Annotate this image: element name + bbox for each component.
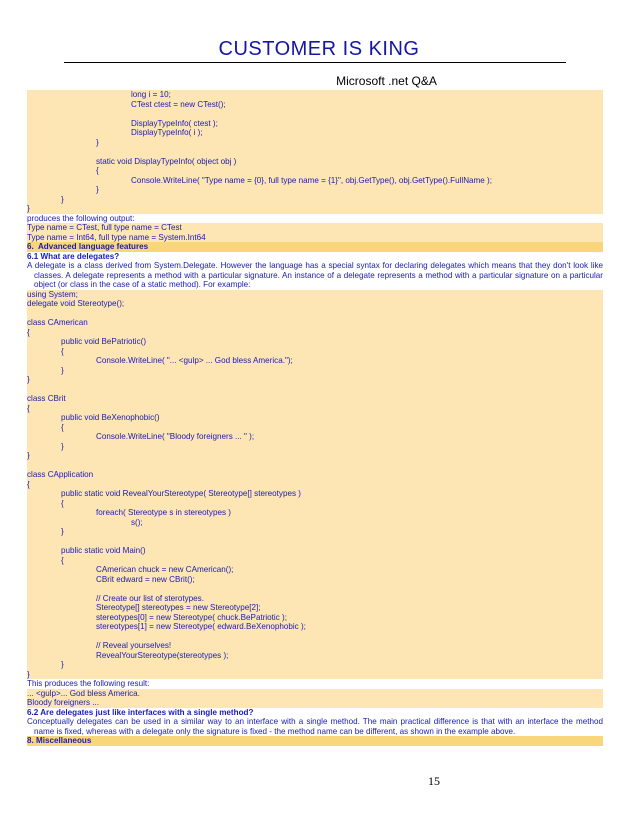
output-line: Type name = Int64, full type name = System.Int64 (27, 233, 603, 243)
page-number: 15 (428, 774, 440, 788)
code-line: DisplayTypeInfo( ctest ); (27, 119, 603, 129)
code-line: public static void Main() (27, 546, 603, 556)
code-line: long i = 10; (27, 90, 603, 100)
subsection-heading: 6.1 What are delegates? (27, 252, 603, 262)
code-line: Stereotype[] stereotypes = new Stereotype[2]; (27, 603, 603, 613)
code-line: class CApplication (27, 470, 603, 480)
code-line: CTest ctest = new CTest(); (27, 100, 603, 110)
blank-line (27, 537, 603, 547)
text-line: produces the following output: (27, 213, 135, 223)
output-line: Bloody foreigners ... (27, 698, 603, 708)
blank-line (27, 309, 603, 319)
code-line: { (27, 480, 603, 490)
title-divider (64, 62, 566, 63)
code-line: using System; (27, 290, 603, 300)
code-line: // Create our list of sterotypes. (27, 594, 603, 604)
code-line: // Reveal yourselves! (27, 641, 603, 651)
code-line: { (27, 347, 603, 357)
code-line: } (27, 138, 603, 148)
code-line: static void DisplayTypeInfo( object obj ) (27, 157, 603, 167)
code-line: } (27, 451, 603, 461)
text-line: This produces the following result: (27, 679, 150, 689)
blank-line (27, 461, 603, 471)
code-line: } (27, 195, 603, 205)
output-line: ... <gulp>... God bless America. (27, 689, 603, 699)
blank-line (27, 109, 603, 119)
code-line: } (27, 527, 603, 537)
code-line: s(); (27, 518, 603, 528)
code-line: } (27, 185, 603, 195)
code-line: { (27, 499, 603, 509)
document-body (27, 90, 603, 746)
code-line: DisplayTypeInfo( i ); (27, 128, 603, 138)
page-title: CUSTOMER IS KING (218, 38, 420, 60)
output-line: Type name = CTest, full type name = CTest (27, 223, 603, 233)
code-line: delegate void Stereotype(); (27, 299, 603, 309)
code-line: Console.WriteLine( "Type name = {0}, full type name = {1}", obj.GetType(), obj.GetType().FullName ); (27, 176, 603, 186)
blank-line (27, 632, 603, 642)
blank-line (27, 584, 603, 594)
page-subtitle: Microsoft .net Q&A (336, 74, 437, 88)
section-heading: 6. Advanced language features (27, 242, 603, 252)
code-line: RevealYourStereotype(stereotypes ); (27, 651, 603, 661)
code-line: stereotypes[0] = new Stereotype( chuck.BePatriotic ); (27, 613, 603, 623)
code-line: stereotypes[1] = new Stereotype( edward.BeXenophobic ); (27, 622, 603, 632)
code-line: { (27, 328, 603, 338)
code-line: CAmerican chuck = new CAmerican(); (27, 565, 603, 575)
code-line: } (27, 204, 603, 214)
code-line: { (27, 423, 603, 433)
code-line: } (27, 442, 603, 452)
code-line: foreach( Stereotype s in stereotypes ) (27, 508, 603, 518)
code-line: public void BeXenophobic() (27, 413, 603, 423)
code-line: class CBrit (27, 394, 603, 404)
code-line: } (27, 366, 603, 376)
subsection-heading: 6.2 Are delegates just like interfaces with a single method? (27, 708, 603, 718)
code-line: } (27, 670, 603, 680)
code-line: CBrit edward = new CBrit(); (27, 575, 603, 585)
code-line: } (27, 375, 603, 385)
code-line: public void BePatriotic() (27, 337, 603, 347)
blank-line (27, 385, 603, 395)
code-line: { (27, 166, 603, 176)
paragraph: Conceptually delegates can be used in a similar way to an interface with a single method. The main practical difference is that with an interface the method name is fixed, whereas with a delegate only the signature is fixed - the method name can be different, as shown in the example above. (27, 717, 603, 736)
code-line: class CAmerican (27, 318, 603, 328)
code-line: Console.WriteLine( "Bloody foreigners ... " ); (27, 432, 603, 442)
code-line: { (27, 404, 603, 414)
blank-line (27, 147, 603, 157)
section-heading: 8. Miscellaneous (27, 736, 603, 746)
code-line: { (27, 556, 603, 566)
paragraph: A delegate is a class derived from System.Delegate. However the language has a special syntax for declaring delegates which means that they don't look like classes. A delegate represents a method with a particular signature. An instance of a delegate represents a method with a particular signature on a particular object (or class in the case of a static method). For example: (27, 261, 603, 290)
code-line: } (27, 660, 603, 670)
code-line: public static void RevealYourStereotype( Stereotype[] stereotypes ) (27, 489, 603, 499)
code-line: Console.WriteLine( "... <gulp> ... God bless America."); (27, 356, 603, 366)
